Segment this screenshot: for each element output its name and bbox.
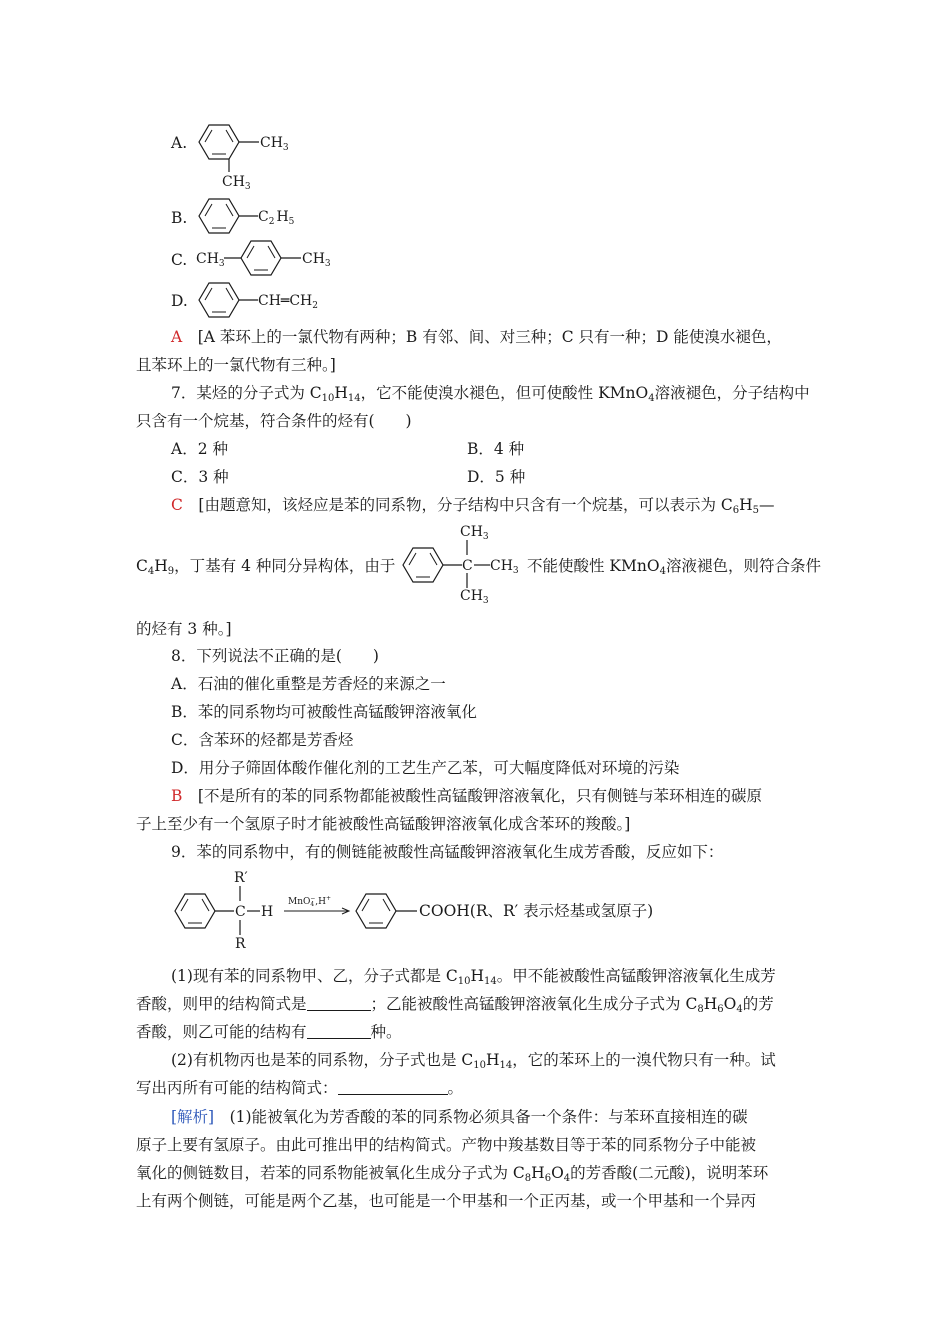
q7-stem-line-1: 7．某烃的分子式为 $C_{10}H_{14}$，它不能使溴水褪色，但可使酸性 KMnO$_4$溶液褪色，分子结构中: [171, 384, 810, 404]
benzylic-carbon-label: C: [235, 904, 246, 920]
analysis-line-1: [解析] (1)能被氧化为芳香酸的苯的同系物必须具备一个条件：与苯环直接相连的碳: [171, 1108, 748, 1126]
q9-part2-line-1: (2)有机物丙也是苯的同系物，分子式也是 $C_{10}H_{14}$，它的苯环上的一溴代物只有一种。试: [171, 1051, 776, 1071]
q7-answer-line-2a: $C_4H_9$，丁基有 4 种同分异构体，由于: [136, 557, 396, 577]
q9-part1-line-1: (1)现有苯的同系物甲、乙，分子式都是 $C_{10}H_{14}$。甲不能被酸性高锰酸钾溶液氧化生成芳: [171, 967, 776, 987]
q7-answer-line-3: 的烃有 3 种。]: [136, 620, 232, 638]
tert-butylbenzene-structure: [398, 518, 528, 608]
analysis-line-2: 原子上要有氢原子。由此可推出甲的结构简式。产物中羧基数目等于苯的同系物分子中能被: [136, 1136, 757, 1154]
q9-stem: 9．苯的同系物中，有的侧链能被酸性高锰酸钾溶液氧化生成芳香酸，反应如下：: [171, 843, 724, 861]
q9-part1-line-2: 香酸，则甲的结构简式是 ；乙能被酸性高锰酸钾溶液氧化生成分子式为 $C_8H_6O_4$的芳: [136, 995, 774, 1015]
answer-blank-2[interactable]: [307, 1024, 371, 1039]
q7-option-d: D．5 种: [467, 468, 526, 486]
reagent-label: MnO$_4$−,H+: [288, 895, 331, 908]
answer-blank-1[interactable]: [307, 996, 371, 1011]
q7-answer-letter: C: [171, 496, 183, 514]
analysis-tag: [解析]: [171, 1108, 215, 1126]
quaternary-carbon-label: C: [462, 558, 473, 574]
q8-answer-line-1: B [不是所有的苯的同系物都能被酸性高锰酸钾溶液氧化，只有侧链与苯环相连的碳原: [171, 787, 762, 805]
q6-answer-line-1: A [A 苯环上的一氯代物有两种；B 有邻、间、对三种；C 只有一种；D 能使溴水褪色，: [171, 328, 782, 346]
q7-stem-line-2: 只含有一个烷基，符合条件的烃有( ): [136, 412, 412, 430]
methyl-label-1: $CH_3$: [260, 135, 289, 153]
methyl-right-label: $CH_3$: [302, 251, 331, 269]
r-label: R: [235, 936, 246, 952]
q8-option-a: A．石油的催化重整是芳香烃的来源之一: [171, 675, 446, 693]
q7-answer-line-1: C [由题意知，该烃应是苯的同系物，分子结构中只含有一个烷基，可以表示为 $C_6H_5—$: [171, 496, 775, 516]
q8-option-d: D．用分子筛固体酸作催化剂的工艺生产乙苯，可大幅度降低对环境的污染: [171, 759, 680, 777]
q7-answer-line-2b: 不能使酸性 KMnO$_4$溶液褪色，则符合条件: [527, 557, 821, 577]
option-b-structure: [194, 196, 304, 241]
option-b-label: B.: [171, 209, 188, 227]
q6-answer-line-2: 且苯环上的一氯代物有三种。]: [136, 356, 336, 374]
option-a-structure: [194, 120, 304, 195]
answer-blank-3[interactable]: [338, 1080, 448, 1095]
hydrogen-label: H: [261, 904, 274, 920]
q8-stem: 8．下列说法不正确的是( ): [171, 647, 379, 665]
q8-option-c: C．含苯环的烃都是芳香烃: [171, 731, 354, 749]
q8-answer-line-2: 子上至少有一个氢原子时才能被酸性高锰酸钾溶液氧化成含苯环的羧酸。]: [136, 815, 631, 833]
methyl-top-label: $CH_3$: [460, 524, 489, 542]
q7-option-b: B．4 种: [467, 440, 525, 458]
q9-part2-line-2: 写出丙所有可能的结构简式： 。: [136, 1079, 464, 1097]
analysis-line-3: 氧化的侧链数目，若苯的同系物能被氧化生成分子式为 $C_8H_6O_4$的芳香酸(二元酸)，说明苯环: [136, 1164, 769, 1184]
q7-option-a: A．2 种: [171, 440, 228, 458]
vinyl-label: $CH═CH_2$: [258, 293, 319, 311]
methyl-right-label: $CH_3$: [490, 558, 519, 576]
option-d-label: D.: [171, 292, 188, 310]
option-c-label: C.: [171, 251, 188, 269]
q8-option-b: B．苯的同系物均可被酸性高锰酸钾溶液氧化: [171, 703, 477, 721]
q9-part1-line-3: 香酸，则乙可能的结构有 种。: [136, 1023, 402, 1041]
reaction-product-note: COOH(R、R′ 表示烃基或氢原子): [419, 902, 654, 920]
analysis-line-4: 上有两个侧链，可能是两个乙基，也可能是一个甲基和一个正丙基，或一个甲基和一个异丙: [136, 1192, 757, 1210]
q6-answer-letter: A: [171, 328, 183, 346]
ethyl-label: $C_2$ $H_5$: [258, 209, 295, 227]
q8-answer-letter: B: [171, 787, 183, 805]
q7-option-c: C．3 种: [171, 468, 229, 486]
methyl-bottom-label: $CH_3$: [460, 588, 489, 606]
methyl-label-2: $CH_3$: [222, 174, 251, 192]
methyl-left-label: $CH_3$: [196, 251, 225, 269]
option-d-structure: [194, 280, 334, 325]
option-c-structure: [194, 238, 344, 283]
option-a-label: A.: [171, 134, 188, 152]
r-prime-label: R′: [234, 870, 248, 886]
